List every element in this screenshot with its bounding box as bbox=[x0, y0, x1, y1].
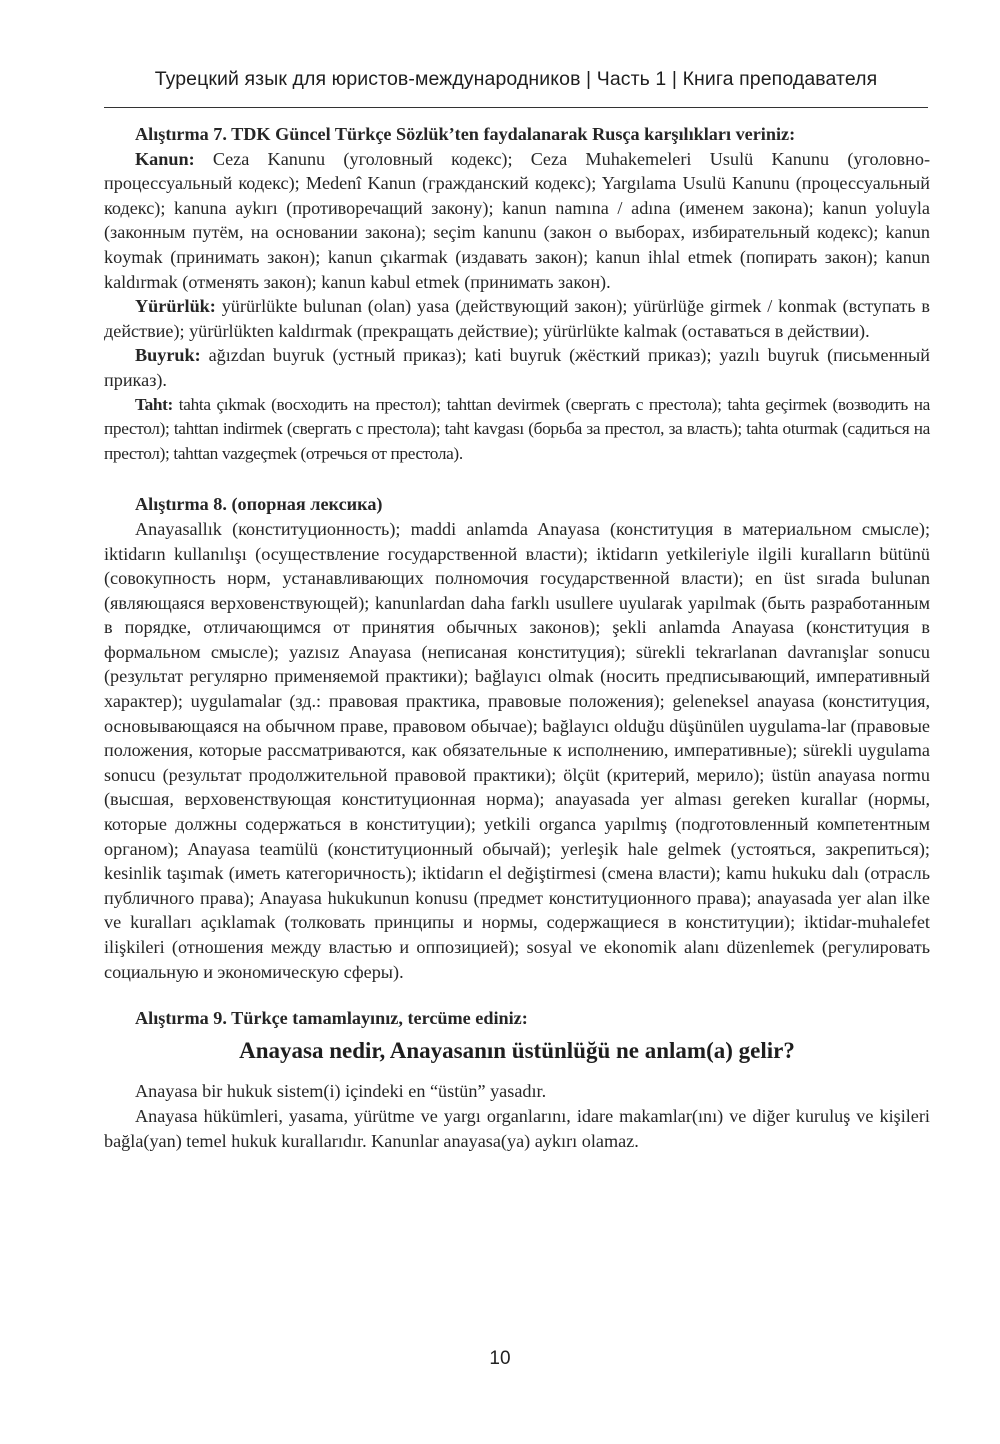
exercise-7-title: Alıştırma 7. TDK Güncel Türkçe Sözlük’ten faydalanarak Rusça karşılıkları veriniz: bbox=[135, 124, 796, 144]
exercise-7 bbox=[104, 122, 930, 466]
entry-kanun bbox=[104, 147, 930, 295]
section-spacer bbox=[104, 984, 930, 1006]
entry-term: Kanun: bbox=[135, 148, 195, 169]
entry-buyruk bbox=[104, 343, 930, 392]
exercise-8-text: Anayasallık (конституционность); maddi anlamda Anayasa (конституция в материальном смысле); iktidarın kullanılışı (осуществление государственной власти); iktidarın yetkileriyle ilgili kuralların bütünü (совокупность норм, устанавливающих полномочия государственной власти); en üst sırada bulunan (являющаяся верховенствующей); kanunlardan daha farklı usullere uyularak yapılmak (быть разработанным в порядке, отличающимся от принятия обычных законов); şekli anlamda Anayasa (конституция в формальном смысле); yazısız Anayasa (неписаная конституция); sürekli tekrarlanan davranışlar sonucu (результат регулярно применяемой практики); bağlayıcı olmak (носить предписывающий, императивный характер); uygulamalar (зд.: правовая практика, правовые положения); geleneksel anayasa (конституция, основывающаяся на обычном праве, правовом обычае); bağlayıcı olduğu düşünülen uygulama-lar (правовые положения, которые рассматриваются, как обязательные к исполнению, императивные); sürekli uygulama sonucu (результат продолжительной правовой практики); ölçüt (критерий, мерило); üstün anayasa normu (высшая, верховенствующая конституционная норма); anayasada yer alması gereken kurallar (нормы, которые должны содержаться в конституции); yetkili organca yapılmış (подготовленный компетентным органом); Anayasa teamülü (конституционный обычай); yerleşik hale gelmek (устояться, закрепиться); kesinlik taşımak (иметь категоричность); iktidarın el değiştirmesi (смена власти); kamu hukuku dalı (отрасль публичного права); Anayasa hukukunun konusu (предмет конституционного права); anayasada yer alan ilke ve kuralları açıklamak (толковать принципы и нормы, содержащиеся в конституции); iktidar-muhalefet ilişkileri (отношения между властью и оппозицией); sosyal ve ekonomik alanı düzenlemek (регулировать социальную и экономическую сферы). bbox=[104, 518, 930, 982]
entry-text: tahta çıkmak (восходить на престол); tahttan devirmek (свергать с престола); tahta geçirmek (возводить на престол); tahttan indirmek (свергать с престола); taht kavgası (борьба за престол, за власть); tahta oturmak (садиться на престол); tahttan vazgeçmek (отречься от престола). bbox=[104, 394, 930, 463]
exercise-8-title: Alıştırma 8. (опорная лексика) bbox=[135, 494, 383, 515]
exercise-9-subtitle: Anayasa nedir, Anayasanın üstünlüğü ne anlam(a) gelir? bbox=[239, 1037, 795, 1063]
entry-text: ağızdan buyruk (устный приказ); kati buyruk (жёсткий приказ); yazılı buyruk (письменный приказ). bbox=[104, 345, 930, 390]
entry-yururluk bbox=[104, 294, 930, 343]
exercise-9-paragraph: Anayasa bir hukuk sistem(i) içindeki en “üstün” yasadır. bbox=[135, 1081, 547, 1102]
page-body bbox=[104, 122, 930, 1153]
exercise-8 bbox=[104, 492, 930, 984]
header-divider bbox=[104, 107, 928, 108]
exercise-9-title: Alıştırma 9. Türkçe tamamlayınız, tercüme ediniz: bbox=[135, 1008, 528, 1029]
entry-term: Yürürlük: bbox=[135, 296, 216, 317]
exercise-9-paragraph: Anayasa hükümleri, yasama, yürütme ve yargı organlarını, idare makamlar(ını) ve diğer kuruluş ve kişileri bağla(yan) temel hukuk kurallarıdır. Kanunlar anayasa(ya) aykırı olamaz. bbox=[104, 1105, 930, 1151]
entry-taht bbox=[104, 393, 930, 467]
section-spacer bbox=[104, 466, 930, 492]
page-number: 10 bbox=[489, 1348, 511, 1369]
entry-text: Ceza Kanunu (уголовный кодекс); Ceza Muhakemeleri Usulü Kanunu (уголовно-процессуальный кодекс); Medenî Kanun (гражданский кодекс); Yargılama Usulü Kanunu (процессуальный кодекс); kanuna aykırı (противоречащий закону); kanun namına / adına (именем закона); kanun yoluyla (законным путём, на основании закона); seçim kanunu (закон о выборах, избирательный кодекс); kanun koymak (принимать закон); kanun çıkarmak (издавать закон); kanun ihlal etmek (попирать закон); kanun kaldırmak (отменять закон); kanun kabul etmek (принимать закон). bbox=[104, 148, 930, 292]
entry-text: yürürlükte bulunan (olan) yasa (действующий закон); yürürlüğe girmek / konmak (вступать в действие); yürürlükten kaldırmak (прекращать действие); yürürlükte kalmak (оставаться в действии). bbox=[104, 296, 930, 341]
entry-term: Buyruk: bbox=[135, 345, 201, 366]
exercise-9 bbox=[104, 1006, 930, 1153]
running-header: Турецкий язык для юристов-международников | Часть 1 | Книга преподавателя bbox=[154, 68, 878, 90]
entry-term: Taht: bbox=[135, 394, 173, 414]
